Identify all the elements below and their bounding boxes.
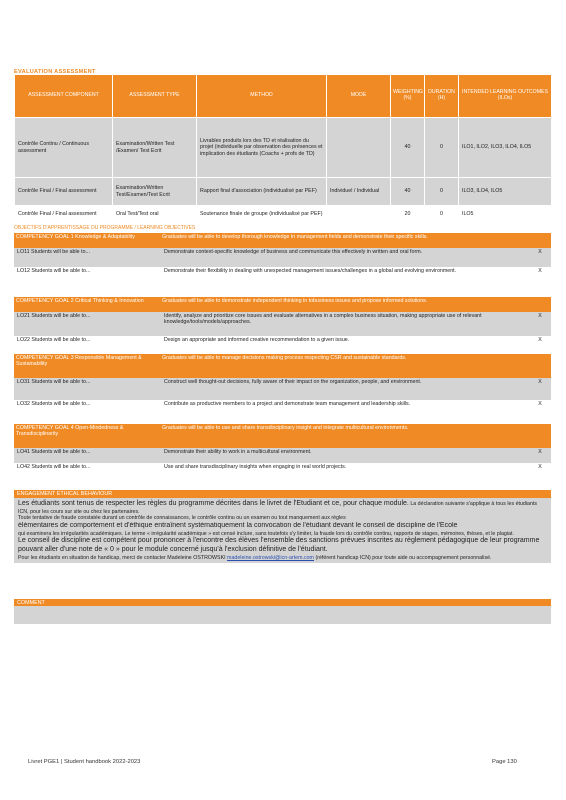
engagement-p3: Le conseil de discipline est compétent pour prononcer à l'encontre des élèves l'ensemble des sanctions prévues inscrites au règlement pédagogique de leur programme pouvant aller d'une note de « 0 » pour le module concerné jusqu'à l'exclusion définitive de l'étudiant.: [18, 537, 540, 554]
lo-text: Design an appropriate and informed creative recommendation to a given issue.: [164, 337, 350, 343]
learning-objective-row: [14, 248, 551, 267]
contact-email-link[interactable]: madeleine.ostrowski@icn-artem.com: [227, 554, 314, 561]
cell-method: Rapport final d'association (individualisé par PEF): [197, 178, 327, 206]
competency-block: [14, 354, 551, 422]
competency-description: Graduates will be able to demonstrate independent thinking in tobusiness issues and propose informed solutions.: [162, 298, 428, 304]
cell-ilos: ILO5: [459, 206, 552, 224]
cell-weighting: 20: [391, 206, 425, 224]
engagement-p2b: élémentaires de comportement et d'éthique entraînent systématiquement la convocation de l'étudiant devant le conseil de discipline de l'Ecole: [18, 521, 458, 529]
competency-header: [14, 297, 551, 312]
learning-objectives-caption: OBJECTIFS D'APPRENTISSAGE DU PROGRAMME / LEARNING OBJECTIVES: [14, 225, 196, 231]
header-type: ASSESSMENT TYPE: [113, 75, 197, 118]
lo-text: Identify, analyze and prioritize core issues and evaluate alternatives in a complex business situation, making appropriate use of relevant knowledge/tools/models/approaches.: [164, 313, 482, 326]
cell-component: Contrôle Final / Final assessment: [15, 178, 113, 206]
lo-code: LO42 Students will be able to...: [17, 464, 91, 470]
comment-box: [14, 606, 551, 624]
lo-code: LO31 Students will be able to...: [17, 379, 91, 385]
learning-objective-row: [14, 312, 551, 336]
lo-code: LO11 Students will be able to...: [17, 249, 90, 255]
cell-weighting: 40: [391, 178, 425, 206]
competency-description: Graduates will be able to develop thorough knowledge in management fields and demonstrate their specific skills.: [162, 234, 428, 240]
lo-mark: X: [538, 268, 542, 274]
cell-component: Contrôle Continu / Continuous assessment: [15, 118, 113, 178]
engagement-p2a: Toute tentative de fraude constatée durant un contrôle de connaissances, le contrôle continu ou un examen ou tout manquement aux règles: [18, 515, 346, 522]
competency-description: Graduates will be able to use and share transdisciplinary insight and integrate multicultural environments.: [162, 425, 409, 431]
lo-mark: X: [538, 449, 542, 455]
cell-duration: 0: [425, 178, 459, 206]
comment-title: COMMENT: [14, 599, 551, 607]
lo-mark: X: [538, 313, 542, 319]
competency-label: COMPETENCY GOAL 2 Critical Thinking & Innovation: [16, 298, 144, 304]
engagement-body: [14, 498, 551, 563]
cell-method: Soutenance finale de groupe (individualisé par PEF): [197, 206, 327, 224]
cell-component: Contrôle Final / Final assessment: [15, 206, 113, 224]
competency-header: [14, 233, 551, 248]
cell-mode: [327, 206, 391, 224]
lo-text: Construct well thought-out decisions, fully aware of their impact on the organization, people, and environment.: [164, 379, 422, 385]
footer-page-number: Page 130: [492, 759, 517, 765]
cell-method: Livrables produits lors des TD et réalisation du projet (individuelle par observation des présences et implication des étudiants (Coachs + profs de TD): [197, 118, 327, 178]
learning-objective-row: [14, 378, 551, 400]
header-duration: DURATION (H): [425, 75, 459, 118]
assessment-table: [14, 74, 552, 224]
lo-code: LO41 Students will be able to...: [17, 449, 91, 455]
competency-block: [14, 424, 551, 478]
header-component: ASSESSMENT COMPONENT: [15, 75, 113, 118]
lo-code: LO22 Students will be able to...: [17, 337, 91, 343]
lo-code: LO32 Students will be able to...: [17, 401, 91, 407]
header-method: METHOD: [197, 75, 327, 118]
header-ilos: INTENDED LEARNING OUTCOMES (ILOs): [459, 75, 552, 118]
learning-objective-row: [14, 400, 551, 422]
competency-header: [14, 424, 551, 448]
competency-block: [14, 297, 551, 352]
cell-weighting: 40: [391, 118, 425, 178]
cell-mode: [327, 118, 391, 178]
lo-mark: X: [538, 401, 542, 407]
cell-type: Examination/Written Test/Examen/Test Ecrit: [113, 178, 197, 206]
engagement-p4a: Pour les étudiants en situation de handicap, merci de contacter Madeleine OSTROWSKI: [18, 554, 228, 561]
competency-header: [14, 354, 551, 378]
engagement-p1b: La déclaration suivante s'applique à tous les étudiants ICN, pour les cours sur site ou chez les partenaires.: [18, 501, 538, 515]
learning-objective-row: [14, 448, 551, 463]
lo-text: Demonstrate their ability to work in a multicultural environment.: [164, 449, 312, 455]
lo-code: LO12 Students will be able to...: [17, 268, 91, 274]
competency-label: COMPETENCY GOAL 3 Responsible Management & Sustainability: [16, 355, 142, 368]
engagement-title: ENGAGEMENT ETHICAL BEHAVIOUR: [14, 490, 551, 498]
cell-mode: Individuel / Individual: [327, 178, 391, 206]
lo-text: Demonstrate their flexibility in dealing with unexpected management issues/challenges in a global and evolving environment.: [164, 268, 457, 274]
cell-ilos: ILO1, ILO2, ILO3, ILO4, ILO5: [459, 118, 552, 178]
cell-duration: 0: [425, 206, 459, 224]
lo-mark: X: [538, 249, 542, 255]
competency-label: COMPETENCY GOAL 4 Open-Mindedness & Transdisciplinarity: [16, 425, 124, 438]
lo-mark: X: [538, 379, 542, 385]
footer-left: Livret PGE1 | Student handbook 2022-2023: [28, 759, 141, 765]
table-row: [15, 178, 552, 206]
lo-code: LO21 Students will be able to...: [17, 313, 91, 319]
table-row: [15, 118, 552, 178]
lo-text: Use and share transdisciplinary insights when engaging in real world projects.: [164, 464, 347, 470]
competency-label: COMPETENCY GOAL 1 Knowledge & Adaptability: [16, 234, 135, 240]
lo-mark: X: [538, 337, 542, 343]
cell-ilos: ILO3, ILO4, ILO5: [459, 178, 552, 206]
engagement-p1a: Les étudiants sont tenus de respecter les règles du programme décrites dans le livret de l'Etudiant et ce, pour chaque module.: [18, 500, 409, 507]
engagement-p4b: (référent handicap ICN) pour toute aide ou accompagnement personnalisé.: [313, 554, 492, 561]
header-weighting: WEIGHTING (%): [391, 75, 425, 118]
section-title: EVALUATION ASSESSMENT: [14, 69, 96, 75]
competency-description: Graduates will be able to manage decisions making process respecting CSR and sustainable standards.: [162, 355, 407, 361]
lo-mark: X: [538, 464, 542, 470]
engagement-p2c: qui examinera les irrégularités académiques. Le terme « irrégularité académique » est censé inclure, sans toutefois s'y limiter, la fraude lors du contrôle continu, rapports de stages, mémoires, thèses, et le plagiat.: [18, 530, 514, 537]
lo-text: Contribute as productive members to a project and demonstrate team management and leadership skills.: [164, 401, 411, 407]
learning-objective-row: [14, 463, 551, 478]
learning-objective-row: [14, 336, 551, 352]
competency-block: [14, 233, 551, 286]
table-row: [15, 206, 552, 224]
cell-duration: 0: [425, 118, 459, 178]
cell-type: Oral Test/Test oral: [113, 206, 197, 224]
cell-type: Examination/Written Test /Examen/ Test Ecrit: [113, 118, 197, 178]
lo-text: Demonstrate context-specific knowledge of business and communicate this effectively in written and oral form.: [164, 249, 423, 255]
header-mode: MODE: [327, 75, 391, 118]
learning-objective-row: [14, 267, 551, 286]
